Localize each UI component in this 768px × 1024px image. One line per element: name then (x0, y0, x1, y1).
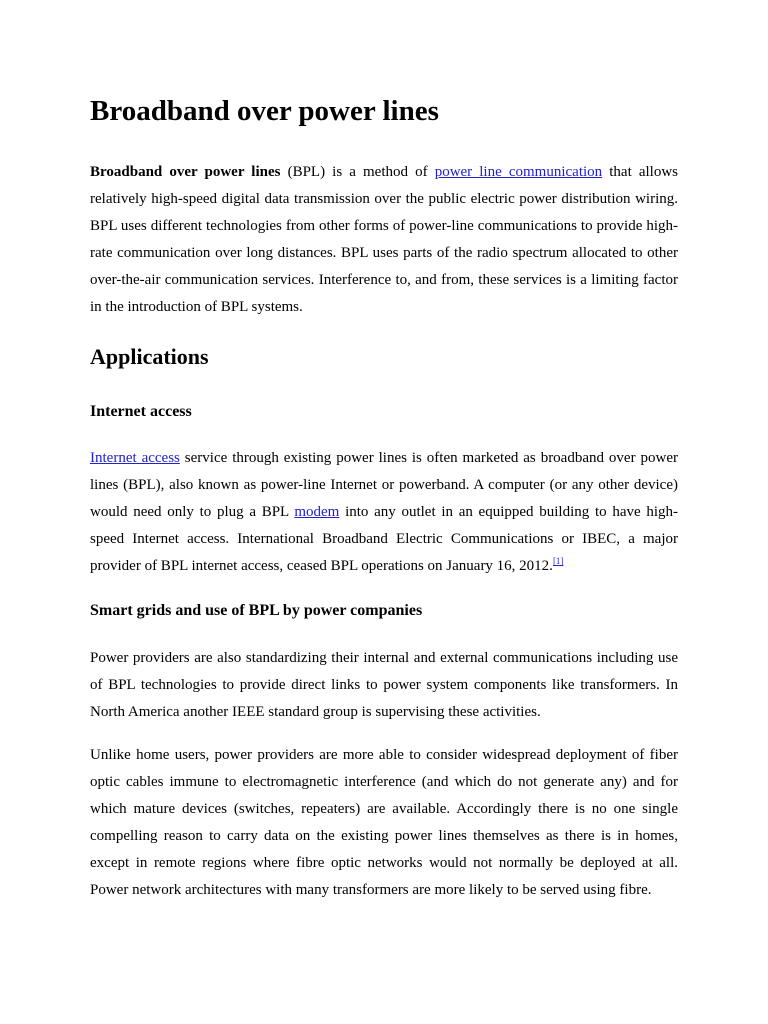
smart-grids-heading: Smart grids and use of BPL by power companies (90, 602, 423, 619)
internet-text-2: into any outlet in an equipped building to have high-speed Internet access. International Broadband Electric Communications or IBEC, a major provider of BPL internet access, ceased BPL operations on January 16, 2012. (90, 504, 678, 574)
internet-access-paragraph (90, 445, 678, 580)
power-line-communication-link[interactable]: power line communication (434, 164, 603, 180)
applications-heading: Applications (90, 344, 209, 369)
modem-link[interactable]: modem (294, 504, 340, 520)
internet-text-1: service through existing power lines is often marketed as broadband over power lines (BPL), also known as power-line Internet or powerband. A computer (or any other device) would need only to plug a BPL (90, 450, 678, 520)
internet-access-link[interactable]: Internet access (90, 450, 180, 466)
intro-term: Broadband over power lines (90, 164, 281, 180)
intro-text-1: (BPL) is a method of (280, 164, 435, 180)
internet-access-heading: Internet access (90, 403, 192, 420)
intro-text-2: that allows relatively high-speed digital data transmission over the public electric power distribution wiring. BPL uses different technologies from other forms of power-line communications to provide high-rate communication over long distances. BPL uses parts of the radio spectrum allocated to other over-the-air communication services. Interference to, and from, these services is a limiting factor in the introduction of BPL systems. (90, 164, 679, 315)
smart-grids-paragraph-1: Power providers are also standardizing their internal and external communications including use of BPL technologies to provide direct links to power system components like transformers. In North America another IEEE standard group is supervising these activities. (90, 650, 678, 720)
intro-paragraph (90, 159, 678, 321)
reference-link-1[interactable]: [1] (552, 556, 564, 566)
smart-grids-paragraph-2: Unlike home users, power providers are more able to consider widespread deployment of fiber optic cables immune to electromagnetic interference (and which do not generate any) and for which mature devices (switches, repeaters) are available. Accordingly there is no one single compelling reason to carry data on the existing power lines themselves as there is in homes, except in remote regions where fibre optic networks would not normally be deployed at all. Power network architectures with many transformers are more likely to be served using fibre. (90, 747, 678, 898)
page-title: Broadband over power lines (90, 95, 439, 127)
